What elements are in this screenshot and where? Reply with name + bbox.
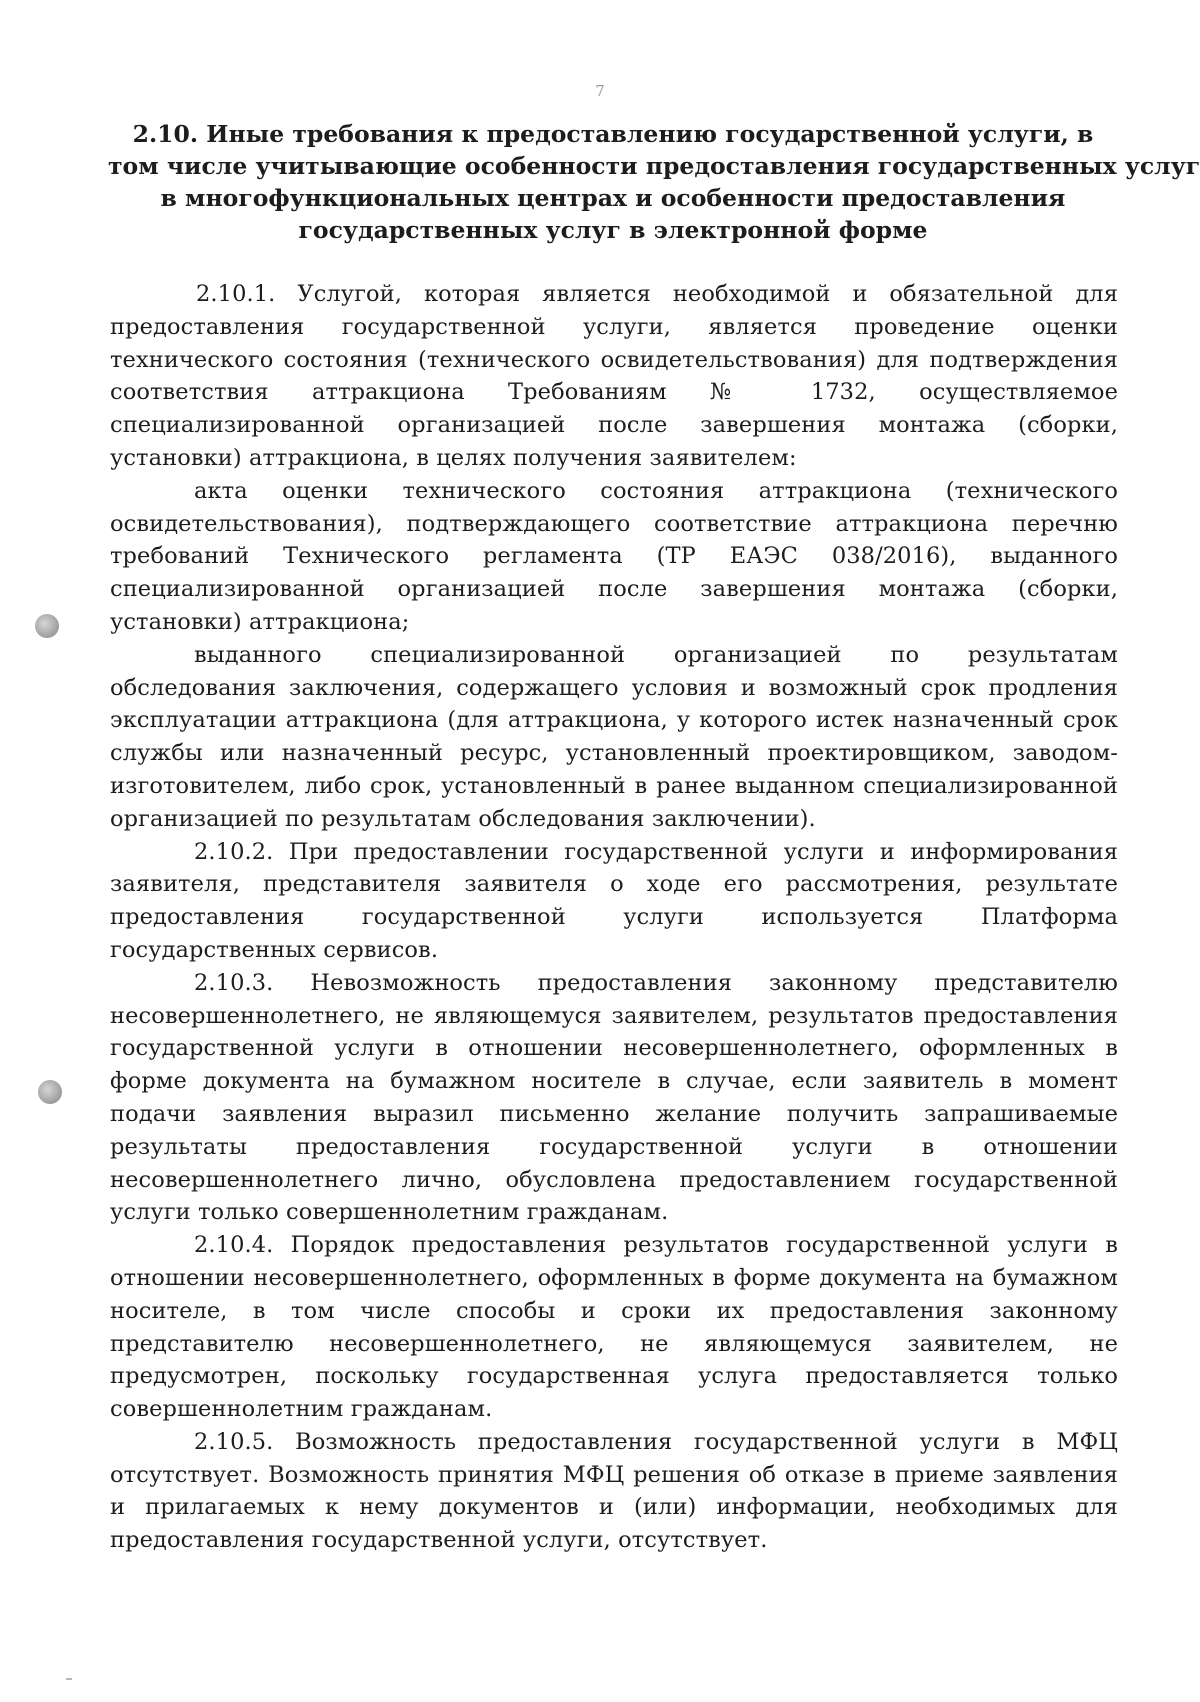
punch-hole-mark — [35, 614, 59, 638]
punch-hole-mark — [38, 1080, 62, 1104]
page-number: 7 — [595, 82, 605, 100]
heading-line: в многофункциональных центрах и особенности предоставления — [160, 184, 1066, 212]
paragraph-2-10-3: 2.10.3. Невозможность предоставления законному представителю несовершеннолетнего, не являющемуся заявителем, результатов предоставления государственной услуги в отношении несовершеннолетнего, оформленных в форме документа на бумажном носителе в случае, если заявитель в момент подачи заявления выразил письменно желание получить запрашиваемые результаты предоставления государственной услуги в отношении несовершеннолетнего лично, обусловлена предоставлением государственной услуги только совершеннолетним гражданам. — [110, 969, 1118, 1226]
paragraph-2-10-1: 2.10.1. Услугой, которая является необходимой и обязательной для предоставления государственной услуги, является проведение оценки технического состояния (технического освидетельствования) для подтверждения соответствия аттракциона Требованиям № 1732, осуществляемое специализированной организацией после завершения монтажа (сборки, установки) аттракциона, в целях получения заявителем: — [110, 281, 1118, 471]
section-heading — [108, 118, 1200, 246]
heading-line: том числе учитывающие особенности предоставления государственных услуг — [108, 152, 1200, 180]
heading-line: 2.10. Иные требования к предоставлению государственной услуги, в — [132, 120, 1094, 148]
paragraph-act-item: акта оценки технического состояния аттракциона (технического освидетельствования), подтверждающего соответствие аттракциона перечню требований Технического регламента (ТР ЕАЭС 038/2016), выданного специализированной организацией после завершения монтажа (сборки, установки) аттракциона; — [110, 477, 1118, 635]
paragraph-2-10-2: 2.10.2. При предоставлении государственной услуги и информирования заявителя, представителя заявителя о ходе его рассмотрения, результате предоставления государственной услуги используется Платформа государственных сервисов. — [110, 838, 1118, 963]
document-body — [110, 278, 1118, 1557]
heading-line: государственных услуг в электронной форме — [298, 216, 928, 244]
paragraph-conclusion-item: выданного специализированной организацией по результатам обследования заключения, содержащего условия и возможный срок продления эксплуатации аттракциона (для аттракциона, у которого истек назначенный срок службы или назначенный ресурс, установленный проектировщиком, заводом-изготовителем, либо срок, установленный в ранее выданном специализированной организацией по результатам обследования заключении). — [110, 641, 1118, 832]
paragraph-2-10-5: 2.10.5. Возможность предоставления государственной услуги в МФЦ отсутствует. Возможность принятия МФЦ решения об отказе в приеме заявления и прилагаемых к нему документов и (или) информации, необходимых для предоставления государственной услуги, отсутствует. — [110, 1428, 1118, 1554]
scan-speck — [66, 1678, 72, 1680]
paragraph-2-10-4: 2.10.4. Порядок предоставления результатов государственной услуги в отношении несовершеннолетнего, оформленных в форме документа на бумажном носителе, в том числе способы и сроки их предоставления законному представителю несовершеннолетнего, не являющемуся заявителем, не предусмотрен, поскольку государственная услуга предоставляется только совершеннолетним гражданам. — [110, 1232, 1118, 1423]
